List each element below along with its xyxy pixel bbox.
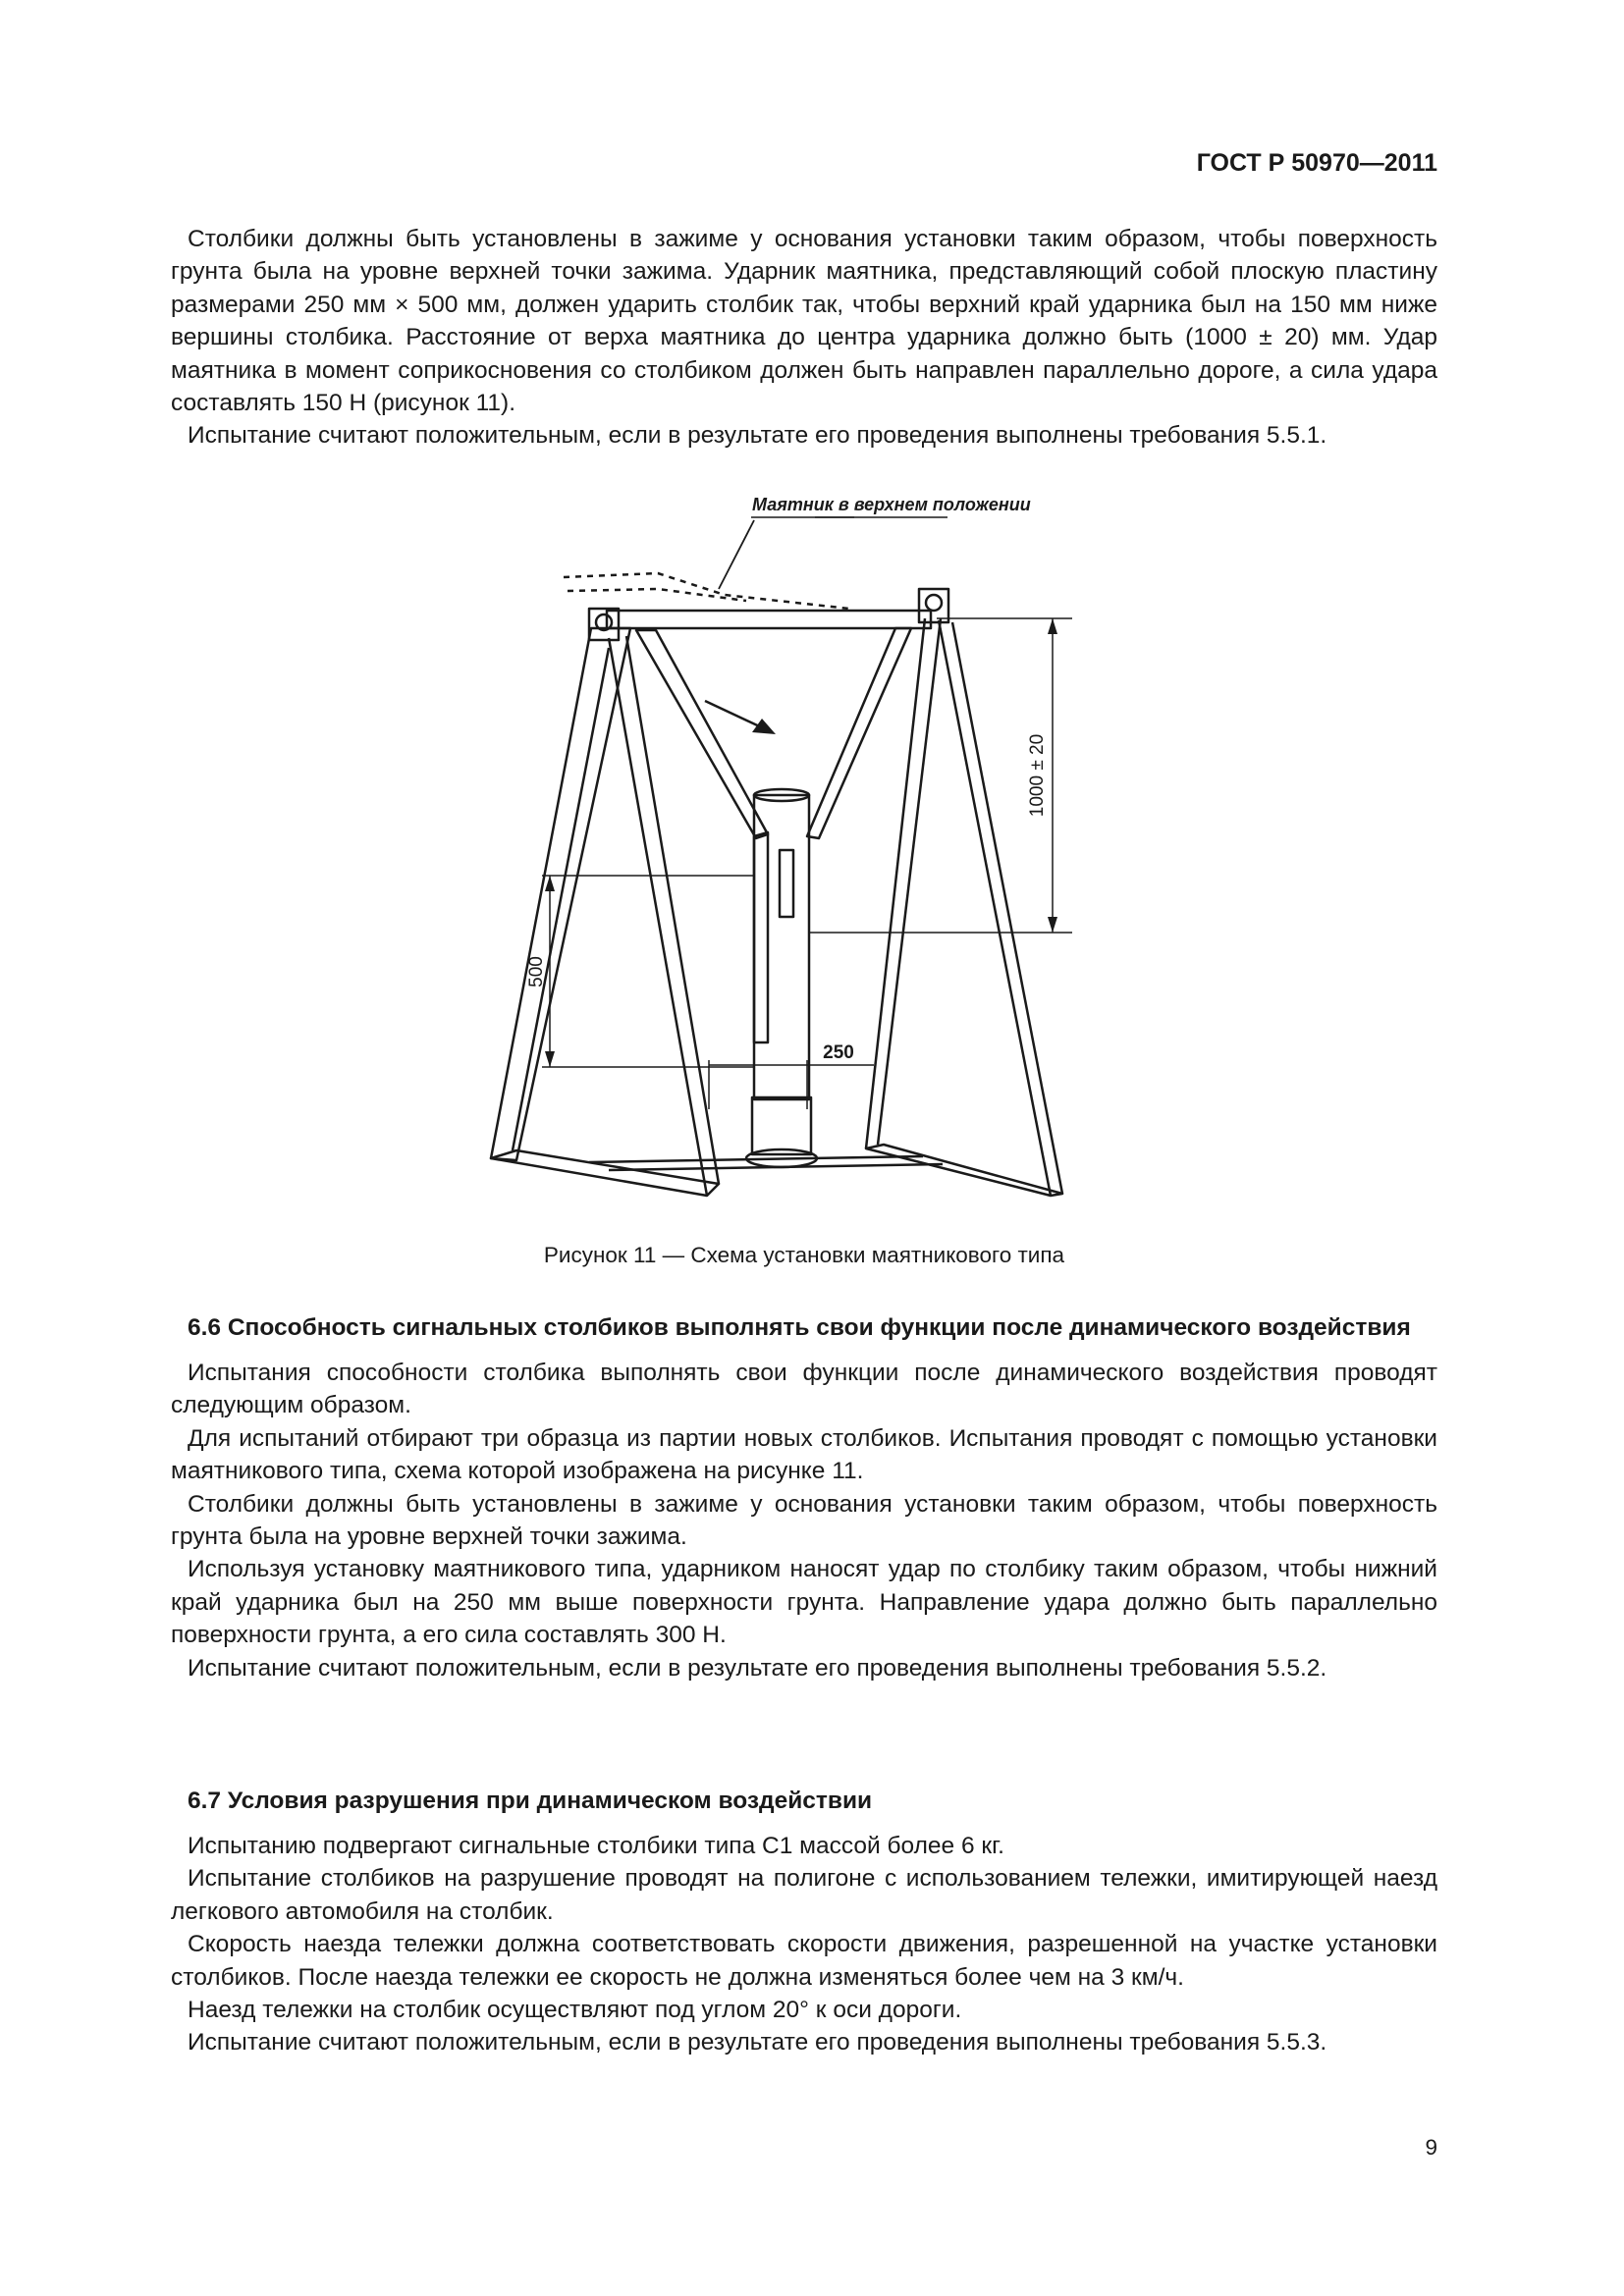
standard-header: ГОСТ Р 50970—2011 xyxy=(1196,149,1437,177)
paragraph: Испытание считают положительным, если в результате его проведения выполнены требования 5.5.3. xyxy=(188,2029,1327,2056)
pendulum-axle-bar xyxy=(607,611,931,628)
section-heading: 6.6 Способность сигнальных столбиков выполнять свои функции после динамического воздействия xyxy=(188,1314,1411,1341)
pendulum-upper-dashed-line xyxy=(568,589,746,601)
left-frame-leg xyxy=(609,638,707,1196)
figure-11-pendulum-setup xyxy=(461,481,1129,1227)
label-leader-line xyxy=(719,520,754,589)
paragraph: Столбики должны быть установлены в зажиме у основания установки таким образом, чтобы поверхность грунта была на уровне верхней точки зажима. Ударник маятника, представляющий собой плоскую пластину размерами 250 мм × 500 мм, должен ударить столбик так, чтобы верхний край ударника был на 150 мм ниже вершины столбика. Расстояние от верха маятника до центра ударника должно быть (1000 ± 20) мм. Удар маятника в момент соприкосновения со столбиком должен быть направлен параллельно дороге, а сила удара составлять 150 Н (рисунок 11). xyxy=(171,226,1437,417)
right-frame-outer xyxy=(939,620,1051,1196)
dim-label-striker-height: 500 xyxy=(526,956,547,988)
right-base-beam xyxy=(866,1145,1062,1196)
bollard-clamp xyxy=(752,1097,811,1154)
arrowhead-icon xyxy=(545,1051,555,1067)
arrowhead-icon xyxy=(1048,618,1057,634)
bollard-post xyxy=(754,795,809,1099)
section-heading: 6.7 Условия разрушения при динамическом воздействии xyxy=(188,1788,873,1814)
section-6-6 xyxy=(171,1311,1437,1684)
striker-plate xyxy=(754,832,768,1042)
left-base-beam xyxy=(491,1150,719,1196)
dim-label-striker-width: 250 xyxy=(823,1042,854,1063)
base-cross-beam xyxy=(589,1156,923,1162)
right-frame-leg-inner xyxy=(878,618,941,1145)
paragraph: Испытание считают положительным, если в результате его проведения выполнены требования 5.5.1. xyxy=(188,422,1327,450)
paragraph: Испытания способности столбика выполнять свои функции после динамического воздействия проводят следующим образом. xyxy=(171,1360,1437,1419)
paragraph: Скорость наезда тележки должна соответствовать скорости движения, разрешенной на участке установки столбиков. После наезда тележки ее скорость не должна изменяться более чем на 3 км/ч. xyxy=(171,1931,1437,1991)
dim-label-height: 1000 ± 20 xyxy=(1027,733,1048,818)
arrowhead-icon xyxy=(1048,917,1057,933)
pendulum-arm-right xyxy=(807,628,911,838)
right-frame-leg xyxy=(866,618,925,1148)
paragraph: Для испытаний отбирают три образца из партии новых столбиков. Испытания проводят с помощью установки маятникового типа, схема которой изображена на рисунке 11. xyxy=(171,1424,1437,1485)
arrowhead-icon xyxy=(752,719,776,734)
intro-text xyxy=(171,223,1437,453)
figure-caption: Рисунок 11 — Схема установки маятникового типа xyxy=(543,1243,1065,1267)
paragraph: Наезд тележки на столбик осуществляют под углом 20° к оси дороги. xyxy=(188,1997,962,2024)
paragraph: Испытанию подвергают сигнальные столбики типа С1 массой более 6 кг. xyxy=(188,1833,1004,1859)
bollard-reflector xyxy=(780,850,793,917)
left-frame-inner xyxy=(513,648,609,1150)
arrowhead-icon xyxy=(545,876,555,891)
paragraph: Испытание столбиков на разрушение проводят на полигоне с использованием тележки, имитирующей наезд легкового автомобиля на столбик. xyxy=(171,1865,1437,1925)
paragraph: Столбики должны быть установлены в зажиме у основания установки таким образом, чтобы поверхность грунта была на уровне верхней точки зажима. xyxy=(171,1490,1437,1551)
section-6-7 xyxy=(171,1785,1437,2059)
page-number: 9 xyxy=(1425,2135,1437,2160)
paragraph: Испытание считают положительным, если в результате его проведения выполнены требования 5.5.2. xyxy=(188,1654,1327,1682)
right-frame-outer-inner xyxy=(952,622,1062,1194)
paragraph: Используя установку маятникового типа, ударником наносят удар по столбику таким образом, чтобы нижний край ударника был на 250 мм выше поверхности грунта. Направление удара должно быть параллельно поверхности грунта, а его сила составлять 300 Н. xyxy=(171,1556,1437,1649)
pendulum-diagram xyxy=(461,481,1129,1227)
pendulum-upper-label: Маятник в верхнем положении xyxy=(752,495,1031,514)
right-pivot-hole xyxy=(926,595,942,611)
